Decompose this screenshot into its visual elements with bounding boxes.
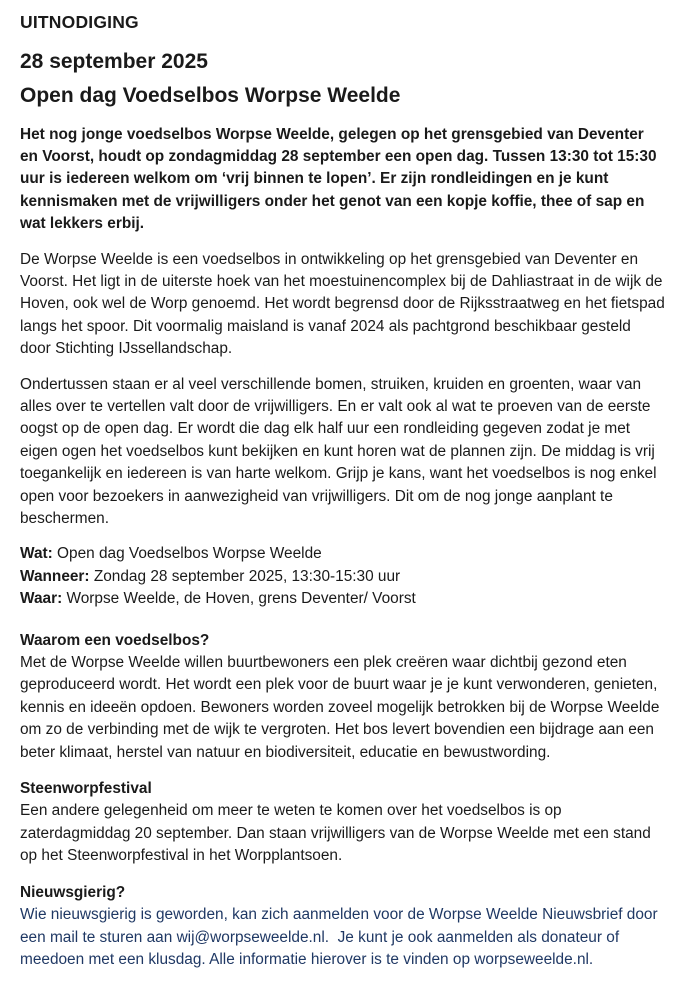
title-date: 28 september 2025	[20, 50, 208, 73]
intro-paragraph: Het nog jonge voedselbos Worpse Weelde, gelegen op het grensgebied van Deventer en Voorst, houdt op zondagmiddag 28 september een open dag. Tussen 13:30 tot 15:30 uur is iedereen welkom om ‘vrij binnen te lopen’. Er zijn rondleidingen en je kunt kennismaken met de vrijwilligers onder het genot van een kopje koffie, thee of sap en wat lekkers erbij.	[20, 125, 661, 233]
fact-waar-value: Worpse Weelde, de Hoven, grens Deventer/ Voorst	[66, 590, 416, 608]
section-waarom	[20, 630, 665, 764]
section-waarom-body: Met de Worpse Weelde willen buurtbewoners een plek creëren waar dichtbij gezond eten geproduceerd wordt. Het wordt een plek voor de buurt waar je je kunt verwonderen, genieten, kennis en ideeën opdoen. Bewoners worden zoveel mogelijk betrokken bij de Worpse Weelde om zo de verbinding met de wijk te vergroten. Het bos levert bovendien een bijdrage aan een beter klimaat, herstel van natuur en biodiversiteit, educatie en bewustwording.	[20, 654, 664, 761]
document-kicker: UITNODIGING	[20, 12, 139, 32]
event-facts	[20, 543, 665, 610]
section-nieuwsgierig-heading: Nieuwsgierig?	[20, 883, 126, 901]
location-paragraph: De Worpse Weelde is een voedselbos in ontwikkeling op het grensgebied van Deventer en Voorst. Het ligt in de uiterste hoek van het moestuinencomplex bij de Dahliastraat in de wijk de Hoven, ook wel de Worp genoemd. Het wordt begrensd door de Rijksstraatweg en het fietspad langs het spoor. Dit voormalig maisland is vanaf 2024 als pachtgrond beschikbaar gesteld door Stichting IJssellandschap.	[20, 250, 670, 358]
fact-wat	[20, 543, 665, 565]
section-nieuwsgierig-body: Wie nieuwsgierig is geworden, kan zich aanmelden voor de Worpse Weelde Nieuwsbrief door een mail te sturen aan wij@worpseweelde.nl. Je kunt je ook aanmelden als donateur of meedoen met een klusdag. Alle informatie hierover is te vinden op worpseweelde.nl.	[20, 906, 662, 968]
fact-wanneer-label: Wanneer:	[20, 567, 90, 585]
fact-waar-label: Waar:	[20, 590, 63, 608]
section-steenworpfestival-heading: Steenworpfestival	[20, 780, 152, 798]
activities-paragraph: Ondertussen staan er al veel verschillende bomen, struiken, kruiden en groenten, waar van alles over te vertellen valt door de vrijwilligers. En er valt ook al wat te proeven van de eerste oogst op de open dag. Er wordt die dag elk half uur een rondleiding gegeven zodat je met eigen ogen het voedselbos kunt bekijken en kunt horen wat de plannen zijn. De middag is vrij toegankelijk en iedereen is van harte welkom. Grijp je kans, want het voedselbos is nog enkel open voor bezoekers in aanwezigheid van vrijwilligers. Dit om de nog jonge aanplant te beschermen.	[20, 375, 661, 527]
fact-wanneer	[20, 566, 665, 588]
section-steenworpfestival	[20, 778, 665, 868]
section-steenworpfestival-body: Een andere gelegenheid om meer te weten te komen over het voedselbos is op zaterdagmiddag 20 september. Dan staan vrijwilligers van de Worpse Weelde met een stand op het Steenworpfestival in het Worpplantsoen.	[20, 802, 656, 865]
section-waarom-heading: Waarom een voedselbos?	[20, 631, 210, 649]
fact-waar	[20, 588, 665, 610]
title-event: Open dag Voedselbos Worpse Weelde	[20, 84, 401, 108]
fact-wat-value: Open dag Voedselbos Worpse Weelde	[57, 545, 322, 563]
section-nieuwsgierig	[20, 882, 665, 972]
fact-wanneer-value: Zondag 28 september 2025, 13:30-15:30 uur	[93, 567, 401, 585]
fact-wat-label: Wat:	[20, 545, 53, 563]
